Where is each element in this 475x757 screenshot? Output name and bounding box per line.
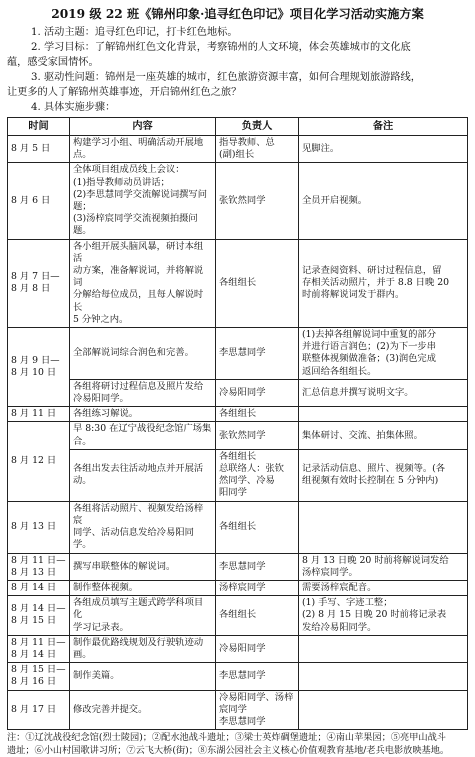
note-cell	[299, 553, 468, 580]
owner-cell-line: 各组组长	[219, 277, 257, 289]
owner-cell-line: 然同学、冷易	[219, 475, 275, 487]
activity-theme: 1. 活动主题：追寻红色印记，打卡红色地标。	[31, 27, 238, 38]
table-header-row	[8, 118, 468, 136]
note-cell	[299, 449, 468, 501]
owner-cell	[216, 663, 299, 690]
date-cell-line: 8 月 15 日—	[11, 664, 66, 676]
content-cell-line: 全部解说词综合润色和完善。	[73, 347, 194, 359]
date-cell	[8, 553, 70, 580]
table-row	[8, 136, 468, 163]
note-cell	[299, 663, 468, 690]
table-row	[8, 580, 468, 595]
owner-cell	[216, 239, 299, 327]
note-cell	[299, 690, 468, 730]
date-cell-line: 8 月 9 日—	[11, 354, 60, 366]
table-row	[8, 328, 468, 380]
date-cell-line: 8 月 14 日	[11, 648, 57, 660]
table-row	[8, 239, 468, 327]
note-cell-line: (1) 手写、字迹工整；	[302, 597, 393, 609]
note-cell-line: 8 月 13 日晚 20 时前将解说词发给	[302, 554, 449, 566]
content-cell-line: 各组练习解说。	[73, 408, 139, 420]
content-cell-line: (3)汤梓宸同学交流视频拍摄问题。	[73, 213, 198, 237]
content-cell-line: 各组将活动照片、视频发给汤梓宸	[73, 502, 204, 526]
content-cell-line: 各小组开展头脑风暴，研讨本组活	[73, 240, 204, 264]
date-cell-line: 8 月 13 日	[11, 566, 57, 578]
content-cell	[70, 580, 216, 595]
date-cell-line: 8 月 13 日	[11, 520, 57, 532]
content-cell-line: 合。	[73, 435, 92, 447]
note-cell-line: 集体研讨、交流、拍集体照。	[302, 429, 423, 441]
note-cell-line: (1)去掉各组解说词中重复的部分	[302, 329, 437, 341]
date-cell-line: 8 月 15 日	[11, 615, 57, 627]
owner-cell-line: 指导教师、总	[219, 137, 275, 148]
note-cell-line: 组视频有效时长控制在 5 分钟内)	[302, 475, 439, 487]
owner-cell	[216, 163, 299, 239]
date-cell	[8, 635, 70, 662]
steps-heading: 4. 具体实施步骤：	[31, 102, 116, 113]
owner-cell	[216, 635, 299, 662]
header-time: 时间	[8, 118, 70, 136]
content-cell	[70, 136, 216, 163]
owner-cell-line: 各组组长	[219, 609, 257, 621]
owner-cell	[216, 501, 299, 553]
date-cell-line: 8 月 11 日—	[11, 554, 66, 566]
note-cell-line: 存相关活动照片，并于 8.8 日晚 20	[302, 277, 450, 289]
date-cell-line: 8 月 16 日	[11, 676, 57, 688]
content-cell-line: 全体项目组成员线上会议：	[73, 164, 185, 176]
owner-cell	[216, 136, 299, 163]
note-cell	[299, 239, 468, 327]
footnote	[7, 732, 468, 757]
owner-cell	[216, 449, 299, 501]
content-cell	[70, 422, 216, 449]
content-cell-line: 各组将研讨过程信息及照片发给	[73, 380, 204, 392]
table-row	[8, 379, 468, 406]
date-cell	[8, 328, 70, 407]
owner-cell	[216, 328, 299, 380]
table-row	[8, 422, 468, 449]
date-cell	[8, 501, 70, 553]
note-cell-line: 发给冷易阳同学。	[302, 621, 377, 633]
note-cell	[299, 163, 468, 239]
content-cell	[70, 663, 216, 690]
footnote-line-2: 遗址；⑥小山村国歌讲习所；⑦云飞大桥(街)；⑧东湖公园社会主义核心价值观教育基地/老兵电影放映基地。	[7, 744, 450, 756]
content-cell-line: 动。	[73, 475, 92, 487]
content-cell-line: 画。	[73, 648, 92, 660]
owner-cell-line: 冷易阳同学、汤梓宸同学	[219, 691, 294, 715]
owner-cell-line: 冷易阳同学	[219, 642, 266, 654]
note-cell-line: 记录查阅资料、研讨过程信息，留	[302, 265, 442, 277]
date-cell-line: 8 月 7 日—	[11, 271, 60, 283]
date-cell	[8, 596, 70, 636]
content-cell	[70, 449, 216, 501]
content-cell	[70, 163, 216, 239]
owner-cell-line: 各组组长	[219, 450, 257, 462]
driving-question-line-1: 3. 驱动性问题：锦州是一座英雄的城市，红色旅游资源丰富，如何合理规划旅游路线，	[31, 72, 421, 83]
owner-cell	[216, 422, 299, 449]
date-cell	[8, 163, 70, 239]
content-cell-line: 制作最优路线规划及行驶轨迹动	[73, 636, 204, 648]
owner-cell-line: 总联络人：张钦	[219, 463, 285, 475]
note-cell	[299, 328, 468, 380]
owner-cell-line: 阳同学	[219, 487, 247, 499]
content-cell-line: 分解给每位成员，且每人解说时长	[73, 289, 204, 313]
date-cell	[8, 136, 70, 163]
content-cell-line: 同学、活动信息发给冷易阳同学。	[73, 527, 194, 551]
date-cell	[8, 663, 70, 690]
date-cell	[8, 407, 70, 422]
schedule-table	[7, 117, 468, 730]
content-cell-line: (1)指导教师动员讲话；	[73, 176, 170, 188]
date-cell-line: 8 月 14 日—	[11, 603, 66, 615]
note-cell	[299, 501, 468, 553]
header-note: 备注	[299, 118, 468, 136]
table-row	[8, 501, 468, 553]
owner-cell-line: 张钦然同学	[219, 194, 266, 206]
table-row	[8, 635, 468, 662]
content-cell	[70, 596, 216, 636]
note-cell	[299, 596, 468, 636]
note-cell	[299, 136, 468, 163]
date-cell	[8, 239, 70, 327]
note-cell-line: 返回给各组组长。	[302, 365, 377, 377]
date-cell	[8, 580, 70, 595]
table-row	[8, 690, 468, 730]
learning-goal-line-2: 蕴，感受家国情怀。	[7, 57, 99, 68]
header-owner: 负责人	[216, 118, 299, 136]
content-cell-line: 各组成员填写主题式跨学科项目化	[73, 597, 204, 621]
footnote-line-1: 注：①辽沈战役纪念馆(烈士陵园)；②配水池战斗遗址；③梁士英炸碉堡遗址；④南山苹果园；⑤亮甲山战斗	[7, 732, 446, 744]
date-cell-line: 8 月 11 日	[11, 408, 57, 420]
document-title: 2019 级 22 班《锦州印象·追寻红色印记》项目化学习活动实施方案	[51, 7, 424, 21]
note-cell-line: 见脚注。	[302, 143, 340, 155]
driving-question-line-2: 让更多的人了解锦州英雄事迹，开启锦州红色之旅？	[7, 87, 242, 98]
content-cell	[70, 553, 216, 580]
note-cell	[299, 407, 468, 422]
content-cell-line: 动方案，准备解说词，并将解说词	[73, 265, 204, 289]
content-cell-line: 各组出发去往活动地点并开展活	[73, 463, 204, 475]
owner-cell-line: 冷易阳同学	[219, 386, 266, 398]
content-cell	[70, 690, 216, 730]
table-row	[8, 407, 468, 422]
learning-goal-line-1: 2. 学习目标：了解锦州红色文化背景，考察锦州的人文环境，体会英雄城市的文化底	[31, 42, 411, 53]
content-cell-line: 点。	[73, 149, 92, 161]
date-cell-line: 8 月 14 日	[11, 581, 57, 593]
owner-cell-line: 各组组长	[219, 520, 257, 532]
date-cell	[8, 422, 70, 501]
note-cell-line: 需要汤梓宸配音。	[302, 581, 377, 593]
owner-cell	[216, 407, 299, 422]
note-cell	[299, 379, 468, 406]
content-cell-line: 撰写串联整体的解说词。	[73, 560, 176, 572]
owner-cell-line: 李思慧同学	[219, 560, 266, 572]
owner-cell-line: 李思慧同学	[219, 715, 266, 727]
header-content: 内容	[70, 118, 216, 136]
note-cell	[299, 580, 468, 595]
date-cell-line: 8 月 6 日	[11, 194, 51, 206]
date-cell-line: 8 月 17 日	[11, 703, 57, 715]
owner-cell	[216, 379, 299, 406]
date-cell-line: 8 月 12 日	[11, 455, 57, 467]
table-row	[8, 553, 468, 580]
content-cell-line: 5 分钟之内。	[73, 313, 129, 325]
date-cell	[8, 690, 70, 730]
content-cell	[70, 635, 216, 662]
owner-cell	[216, 596, 299, 636]
table-row	[8, 163, 468, 239]
content-cell-line: 制作美篇。	[73, 670, 120, 682]
owner-cell-line: 李思慧同学	[219, 347, 266, 359]
note-cell	[299, 635, 468, 662]
note-cell-line: 汇总信息并撰写说明文字。	[302, 386, 414, 398]
content-cell	[70, 239, 216, 327]
owner-cell-line: 各组组长	[219, 408, 257, 420]
note-cell	[299, 422, 468, 449]
note-cell-line: 联整体视频做准备；(3)润色完成	[302, 353, 437, 365]
content-cell-line: 构建学习小组、明确活动开展地	[73, 137, 204, 148]
content-cell-line: 学习记录表。	[73, 621, 129, 633]
owner-cell-line: (副)组长	[219, 149, 255, 161]
table-body	[8, 136, 468, 730]
note-cell-line: 汤梓宸同学。	[302, 566, 358, 578]
content-cell-line: 冷易阳同学。	[73, 393, 129, 405]
note-cell-line: 记录活动信息、照片、视频等。(各	[302, 463, 446, 475]
note-cell-line: 并进行语言润色；(2)为下一步串	[302, 341, 437, 353]
note-cell-line: (2) 8 月 15 日晚 20 时前将记录表	[302, 609, 447, 621]
table-row	[8, 449, 468, 501]
note-cell-line: 全员开启视频。	[302, 194, 368, 206]
date-cell-line: 8 月 11 日—	[11, 636, 66, 648]
content-cell-line: 修改完善并提交。	[73, 703, 148, 715]
owner-cell-line: 汤梓宸同学	[219, 581, 266, 593]
owner-cell	[216, 690, 299, 730]
date-cell-line: 8 月 8 日	[11, 283, 51, 295]
table-row	[8, 596, 468, 636]
date-cell-line: 8 月 5 日	[11, 143, 51, 155]
owner-cell	[216, 553, 299, 580]
date-cell-line: 8 月 10 日	[11, 367, 57, 379]
content-cell-line: 制作整体视频。	[73, 581, 139, 593]
content-cell-line: 早 8:30 在辽宁战役纪念馆广场集	[73, 423, 212, 435]
owner-cell-line: 张钦然同学	[219, 429, 266, 441]
content-cell	[70, 407, 216, 422]
content-cell	[70, 501, 216, 553]
content-cell-line: (2)李思慧同学交流解说词撰写问题；	[73, 188, 208, 213]
note-cell-line: 时前将解说词发于群内。	[302, 289, 405, 301]
owner-cell-line: 李思慧同学	[219, 670, 266, 682]
owner-cell	[216, 580, 299, 595]
content-cell	[70, 379, 216, 406]
table-row	[8, 663, 468, 690]
content-cell	[70, 328, 216, 380]
